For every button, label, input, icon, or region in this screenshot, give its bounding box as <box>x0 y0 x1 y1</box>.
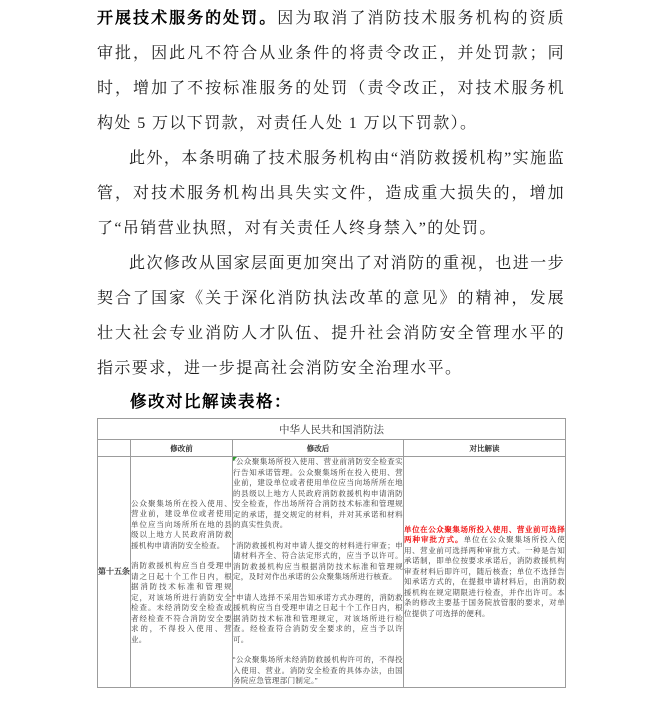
article-number-cell: 第十五条 <box>98 457 131 688</box>
comparison-table <box>97 418 566 688</box>
paragraph-reform-spirit: 此次修改从国家层面更加突出了对消防的重视，也进一步契合了国家《关于深化消防执法改革的意见》的精神，发展壮大社会专业消防人才队伍、提升社会消防安全管理水平的指示要求，进一步提高社会消防安全治理水平。 <box>97 255 565 377</box>
table-title-row <box>98 419 566 440</box>
table-title: 中华人民共和国消防法 <box>98 419 566 440</box>
paragraph-penalty <box>97 1 565 141</box>
header-interpretation: 对比解读 <box>404 440 566 457</box>
header-before: 修改前 <box>131 440 233 457</box>
after-cell <box>233 457 404 688</box>
table-caption: 修改对比解读表格： <box>130 392 292 411</box>
paragraph-supervision: 此外，本条明确了技术服务机构由“消防救援机构”实施监管，对技术服务机构出具失实文件，造成重大损失的，增加了“吊销营业执照，对有关责任人终身禁入”的处罚。 <box>97 150 565 237</box>
after-paragraph: “消防救援机构对申请人提交的材料进行审查；申请材料齐全、符合法定形式的，应当予以许可。消防救援机构应当根据消防技术标准和管理规定，及时对作出承诺的公众聚集场所进行核查。 <box>233 540 403 581</box>
after-paragraph: “公众聚集场所未经消防救援机构许可的，不得投入使用、营业。消防安全检查的具体办法，由国务院应急管理部门制定。” <box>233 655 403 685</box>
table-row-article-15 <box>98 457 566 688</box>
before-cell <box>131 457 233 688</box>
page-content <box>97 1 565 688</box>
after-paragraph: “公众聚集场所投入使用、营业前消防安全检查实行告知承诺管理。公众聚集场所在投入使用、营业前，建设单位或者使用单位应当向场所所在地的县级以上地方人民政府消防救援机构申请消防安全检查，作出场所符合消防技术标准和管理规定的承诺，提交规定的材料，并对其承诺和材料的真实性负责。 <box>233 457 403 529</box>
interpretation-cell <box>404 457 566 688</box>
header-blank-cell <box>98 440 131 457</box>
comment-marker-icon <box>233 457 237 461</box>
interpretation-text: 单位在公众聚集场所投入使用、营业前可选择两种审批方式。一种是告知承诺制，即单位按要求承诺后，消防救援机构审查材料后即许可，随后核查；单位不选择告知承诺方式的，在提报申请材料后，由消防救援机构在规定期限进行检查，并作出许可。本条的修改主要基于国务院放管服的要求，对单位提供了可选择的便利。 <box>404 535 565 618</box>
before-paragraph: 公众聚集场所在投入使用、营业前，建设单位或者使用单位应当向场所所在地的县级以上地方人民政府消防救援机构申请消防安全检查。 <box>131 498 232 550</box>
paragraph-bold-lead: 开展技术服务的处罚。 <box>97 10 278 27</box>
table-header-row <box>98 440 566 457</box>
interpretation-highlight: 单位在公众聚集场所投入使用、营业前可选择两种审批方式。 <box>404 524 565 544</box>
after-paragraph: “申请人选择不采用告知承诺方式办理的，消防救援机构应当自受理申请之日起十个工作日内，根据消防技术标准和管理规定，对该场所进行检查。经检查符合消防安全要求的，应当予以许可。 <box>233 592 403 644</box>
interpretation-paragraph <box>404 525 565 620</box>
before-paragraph: 消防救援机构应当自受理申请之日起十个工作日内，根据消防技术标准和管理规定，对该场所进行消防安全检查。未经消防安全检查或者经检查不符合消防安全要求的，不得投入使用、营业。 <box>131 561 232 644</box>
paragraph-body-text: 因为取消了消防技术服务机构的资质审批，因此凡不符合从业条件的将责令改正，并处罚款；同时，增加了不按标准服务的处罚（责令改正，对技术服务机构处 5 万以下罚款，对责任人处 1 万以下罚款）。 <box>97 10 565 132</box>
header-after: 修改后 <box>233 440 404 457</box>
